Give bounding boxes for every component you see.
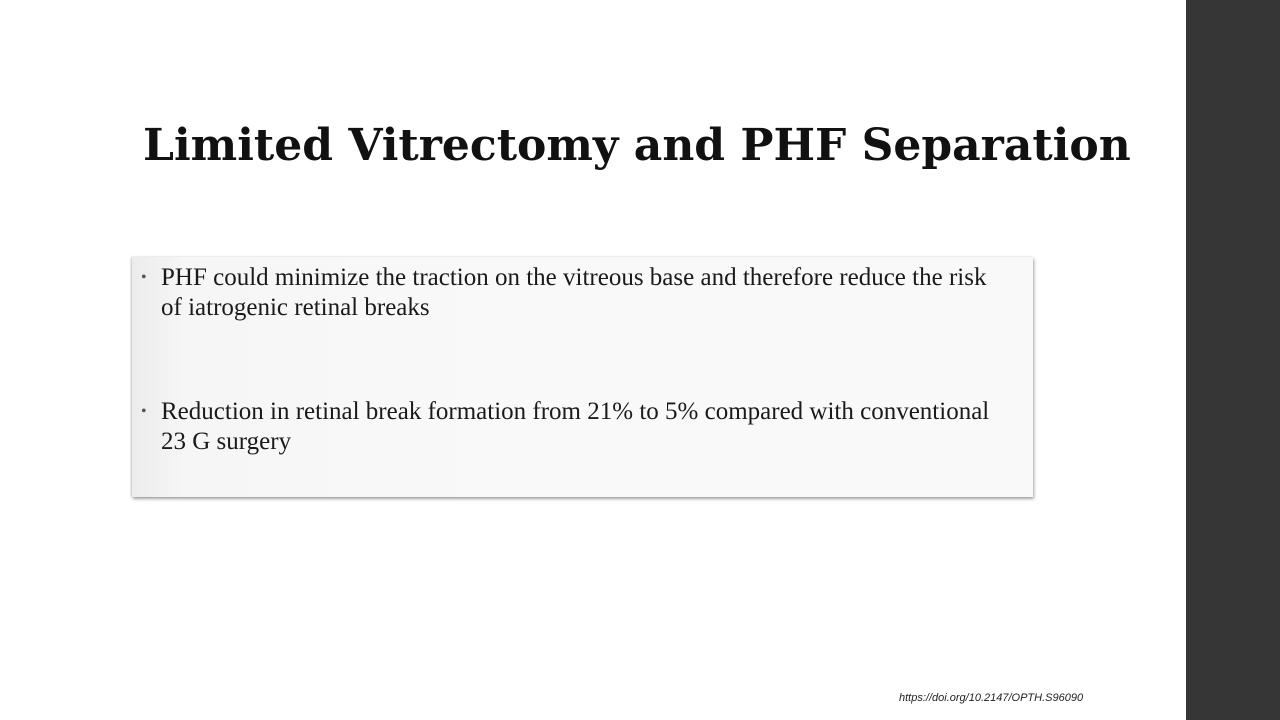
citation-link[interactable]: https://doi.org/10.2147/OPTH.S96090 xyxy=(899,692,1084,704)
bullet-marker: • xyxy=(141,403,147,420)
slide-title: Limited Vitrectomy and PHF Separation xyxy=(143,120,1131,171)
bullet-text: PHF could minimize the traction on the vitreous base and therefore reduce the risk of iatrogenic retinal breaks xyxy=(161,264,987,321)
bullet-item xyxy=(132,397,1012,457)
bullet-text: Reduction in retinal break formation from 21% to 5% compared with conventional 23 G surgery xyxy=(161,398,990,455)
bullet-marker: • xyxy=(141,269,147,286)
side-bar xyxy=(1186,0,1280,720)
content-box xyxy=(132,257,1033,497)
bullet-item xyxy=(132,263,1012,323)
